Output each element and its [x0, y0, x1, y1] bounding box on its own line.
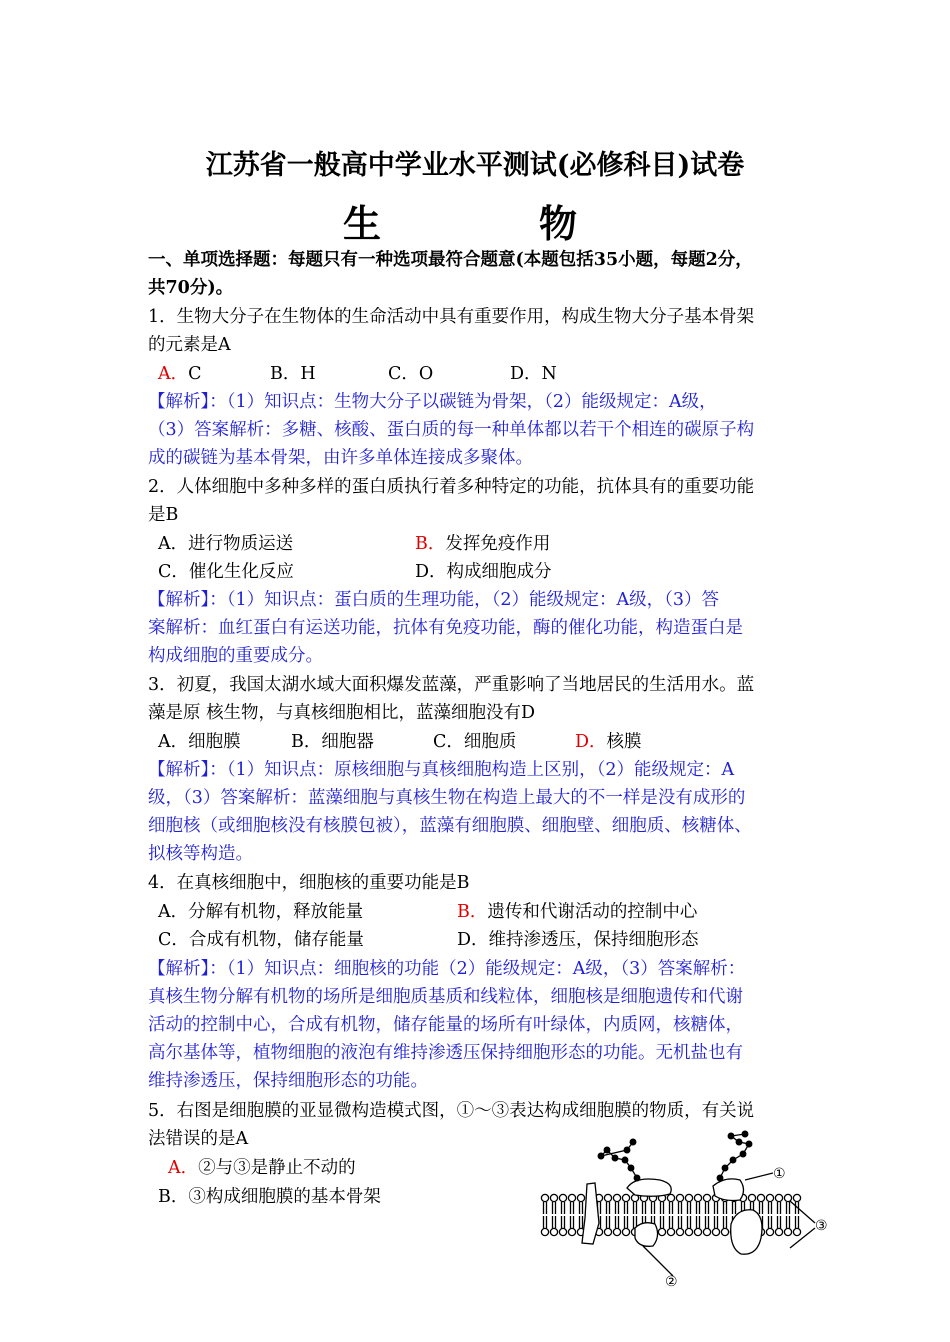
q4-option-a: A．分解有机物，释放能量 [158, 902, 364, 922]
q1-option-a: A．C [158, 364, 202, 384]
phospholipid-head [694, 1194, 701, 1201]
q1-analysis-line1: 【解析】：（1）知识点：生物大分子以碳链为骨架，（2）能级规定：A级， [148, 392, 717, 412]
sugar-unit [746, 1141, 752, 1147]
q5-stem-line1: 5．右图是细胞膜的亚显微构造模式图，①～③表达构成细胞膜的物质，有关说 [148, 1101, 755, 1121]
phospholipid-head [613, 1194, 620, 1201]
phospholipid-tail [688, 1216, 691, 1228]
phospholipid-tail [697, 1216, 700, 1228]
phospholipid-tail [571, 1202, 574, 1214]
phospholipid-head [685, 1194, 692, 1201]
phospholipid-tail [661, 1202, 664, 1214]
phospholipid-tail [769, 1202, 772, 1214]
phospholipid-tail [769, 1216, 772, 1228]
q5-option-b: B．③构成细胞膜的基本骨架 [158, 1187, 381, 1207]
sugar-unit [736, 1139, 742, 1145]
sugar-unit [740, 1151, 746, 1157]
phospholipid-tail [544, 1216, 547, 1228]
phospholipid-tail [571, 1216, 574, 1228]
q3-option-a: A．细胞膜 [158, 732, 241, 752]
q4-option-c: C．合成有机物，储存能量 [158, 930, 364, 950]
phospholipid-tail [787, 1216, 790, 1228]
q3-option-d: D．核膜 [575, 732, 642, 752]
phospholipid-tail [706, 1216, 709, 1228]
q2-stem-line2: 是B [148, 505, 179, 525]
phospholipid-head [703, 1228, 710, 1235]
q3-stem-line1: 3．初夏，我国太湖水域大面积爆发蓝藻，严重影响了当地居民的生活用水。蓝 [148, 675, 755, 695]
q1-option-b: B．H [270, 364, 316, 384]
phospholipid-tail [562, 1216, 565, 1228]
label-2: ② [665, 1274, 678, 1290]
phospholipid-head [757, 1194, 764, 1201]
q4-analysis-line3: 活动的控制中心，合成有机物，储存能量的场所有叶绿体，内质网，核糖体， [148, 1015, 743, 1035]
phospholipid-tail [580, 1202, 583, 1214]
q3-analysis-line1: 【解析】：（1）知识点：原核细胞与真核细胞构造上区别，（2）能级规定：A [148, 760, 735, 780]
phospholipid-tail [607, 1202, 610, 1214]
phospholipid-tail [670, 1202, 673, 1214]
label-1: ① [773, 1166, 786, 1182]
phospholipid-tail [553, 1202, 556, 1214]
q3-analysis-line2: 级，（3）答案解析：蓝藻细胞与真核生物在构造上最大的不一样是没有成形的 [148, 788, 746, 808]
phospholipid-tail [706, 1202, 709, 1214]
q5-option-a: A．②与③是静止不动的 [168, 1158, 356, 1178]
phospholipid-head [667, 1228, 674, 1235]
q4-analysis-line1: 【解析】：（1）知识点：细胞核的功能（2）能级规定：A级，（3）答案解析： [148, 959, 746, 979]
q2-analysis-line1: 【解析】：（1）知识点：蛋白质的生理功能，（2）能级规定：A级，（3）答 [148, 590, 720, 610]
q1-analysis-line3: 成的碳链为基本骨架，由许多单体连接成多聚体。 [148, 448, 533, 468]
phospholipid-head [550, 1194, 557, 1201]
q4-option-d: D．维持渗透压，保持细胞形态 [457, 930, 699, 950]
phospholipid-head [550, 1228, 557, 1235]
q5-stem-line2: 法错误的是A [148, 1129, 249, 1149]
sugar-unit [730, 1157, 736, 1163]
sugar-unit [630, 1139, 636, 1145]
phospholipid-head [541, 1228, 548, 1235]
q2-stem-line1: 2．人体细胞中多种多样的蛋白质执行着多种特定的功能，抗体具有的重要功能 [148, 477, 755, 497]
phospholipid-tail [760, 1202, 763, 1214]
q3-option-b: B．细胞器 [291, 732, 374, 752]
section-heading-line2: 共70分)。 [148, 278, 234, 298]
phospholipid-tail [670, 1216, 673, 1228]
phospholipid-tail [616, 1202, 619, 1214]
phospholipid-tail [544, 1202, 547, 1214]
phospholipid-head [793, 1228, 800, 1235]
phospholipid-head [766, 1194, 773, 1201]
phospholipid-tail [580, 1216, 583, 1228]
phospholipid-head [577, 1194, 584, 1201]
exam-title: 江苏省一般高中学业水平测试(必修科目)试卷 [205, 150, 745, 181]
sugar-unit [622, 1157, 628, 1163]
phospholipid-tail [715, 1216, 718, 1228]
phospholipid-tail [625, 1202, 628, 1214]
phospholipid-head [568, 1228, 575, 1235]
phospholipid-head [793, 1194, 800, 1201]
phospholipid-head [676, 1228, 683, 1235]
phospholipid-tail [679, 1202, 682, 1214]
q4-analysis-line2: 真核生物分解有机物的场所是细胞质基质和线粒体，细胞核是细胞遗传和代谢 [148, 987, 743, 1007]
section-heading-line1: 一、单项选择题：每题只有一种选项最符合题意(本题包括35小题，每题2分， [148, 250, 753, 270]
phospholipid-head [667, 1194, 674, 1201]
phospholipid-head [748, 1194, 755, 1201]
phospholipid-tail [634, 1202, 637, 1214]
phospholipid-head [604, 1228, 611, 1235]
q2-option-a: A．进行物质运送 [158, 534, 294, 554]
phospholipid-head [775, 1194, 782, 1201]
q3-analysis-line3: 细胞核（或细胞核没有核膜包被），蓝藻有细胞膜、细胞壁、细胞质、核糖体、 [148, 816, 752, 836]
phospholipid-head [568, 1194, 575, 1201]
q1-analysis-line2: （3）答案解析：多糖、核酸、蛋白质的每一种单体都以若干个相连的碳原子构 [148, 420, 755, 440]
phospholipid-head [613, 1228, 620, 1235]
phospholipid-head [685, 1228, 692, 1235]
phospholipid-tail [688, 1202, 691, 1214]
q4-analysis-line4: 高尔基体等，植物细胞的液泡有维持渗透压保持细胞形态的功能。无机盐也有 [148, 1043, 743, 1063]
phospholipid-head [775, 1228, 782, 1235]
q2-option-b: B．发挥免疫作用 [415, 534, 551, 554]
q4-option-b: B．遗传和代谢活动的控制中心 [457, 902, 698, 922]
phospholipid-tail [679, 1216, 682, 1228]
sugar-unit [722, 1165, 728, 1171]
phospholipid-tail [778, 1216, 781, 1228]
phospholipid-head [784, 1194, 791, 1201]
phospholipid-tail [616, 1216, 619, 1228]
phospholipid-tail [715, 1202, 718, 1214]
phospholipid-head [559, 1228, 566, 1235]
phospholipid-tail [625, 1216, 628, 1228]
phospholipid-tail [661, 1216, 664, 1228]
phospholipid-tail [778, 1202, 781, 1214]
phospholipid-head [721, 1228, 728, 1235]
phospholipid-head [712, 1228, 719, 1235]
q2-analysis-line2: 案解析：血红蛋白有运送功能，抗体有免疫功能，酶的催化功能，构造蛋白是 [148, 618, 743, 638]
q4-stem-line1: 4．在真核细胞中，细胞核的重要功能是B [148, 873, 470, 893]
q3-analysis-line4: 拟核等构造。 [148, 844, 253, 864]
sugar-unit [717, 1175, 723, 1181]
phospholipid-head [676, 1194, 683, 1201]
phospholipid-tail [724, 1202, 727, 1214]
phospholipid-tail [643, 1202, 646, 1214]
phospholipid-head [622, 1194, 629, 1201]
phospholipid-tail [796, 1216, 799, 1228]
sugar-unit [604, 1147, 610, 1153]
phospholipid-tail [724, 1216, 727, 1228]
subject-title: 生 物 [342, 201, 637, 246]
q2-analysis-line3: 构成细胞的重要成分。 [148, 646, 323, 666]
q4-analysis-line5: 维持渗透压，保持细胞形态的功能。 [148, 1071, 428, 1091]
phospholipid-head [622, 1228, 629, 1235]
phospholipid-head [559, 1194, 566, 1201]
phospholipid-tail [607, 1216, 610, 1228]
sugar-unit [742, 1131, 748, 1137]
phospholipid-tail [787, 1202, 790, 1214]
q2-option-d: D．构成细胞成分 [415, 562, 552, 582]
q3-option-c: C．细胞质 [433, 732, 517, 752]
phospholipid-head [784, 1228, 791, 1235]
q1-option-d: D．N [510, 364, 557, 384]
q3-stem-line2: 藻是原 核生物，与真核细胞相比，蓝藻细胞没有D [148, 703, 536, 723]
q1-stem-line1: 1．生物大分子在生物体的生命活动中具有重要作用，构成生物大分子基本骨架 [148, 307, 755, 327]
phospholipid-tail [733, 1202, 736, 1214]
sugar-unit [634, 1175, 640, 1181]
sugar-unit [612, 1155, 618, 1161]
phospholipid-tail [697, 1202, 700, 1214]
cell-membrane-diagram [535, 1128, 835, 1298]
q1-option-c: C．O [388, 364, 434, 384]
phospholipid-tail [562, 1202, 565, 1214]
phospholipid-head [694, 1228, 701, 1235]
phospholipid-head [658, 1228, 665, 1235]
label-3: ③ [815, 1218, 828, 1234]
q1-stem-line2: 的元素是A [148, 335, 231, 355]
q2-option-c: C．催化生化反应 [158, 562, 294, 582]
phospholipid-head [541, 1194, 548, 1201]
sugar-unit [624, 1147, 630, 1153]
phospholipid-tail [553, 1216, 556, 1228]
phospholipid-head [604, 1194, 611, 1201]
sugar-unit [728, 1133, 734, 1139]
phospholipid-head [766, 1228, 773, 1235]
phospholipid-head [703, 1194, 710, 1201]
sugar-unit [628, 1165, 634, 1171]
sugar-unit [598, 1153, 604, 1159]
phospholipid-tail [652, 1202, 655, 1214]
